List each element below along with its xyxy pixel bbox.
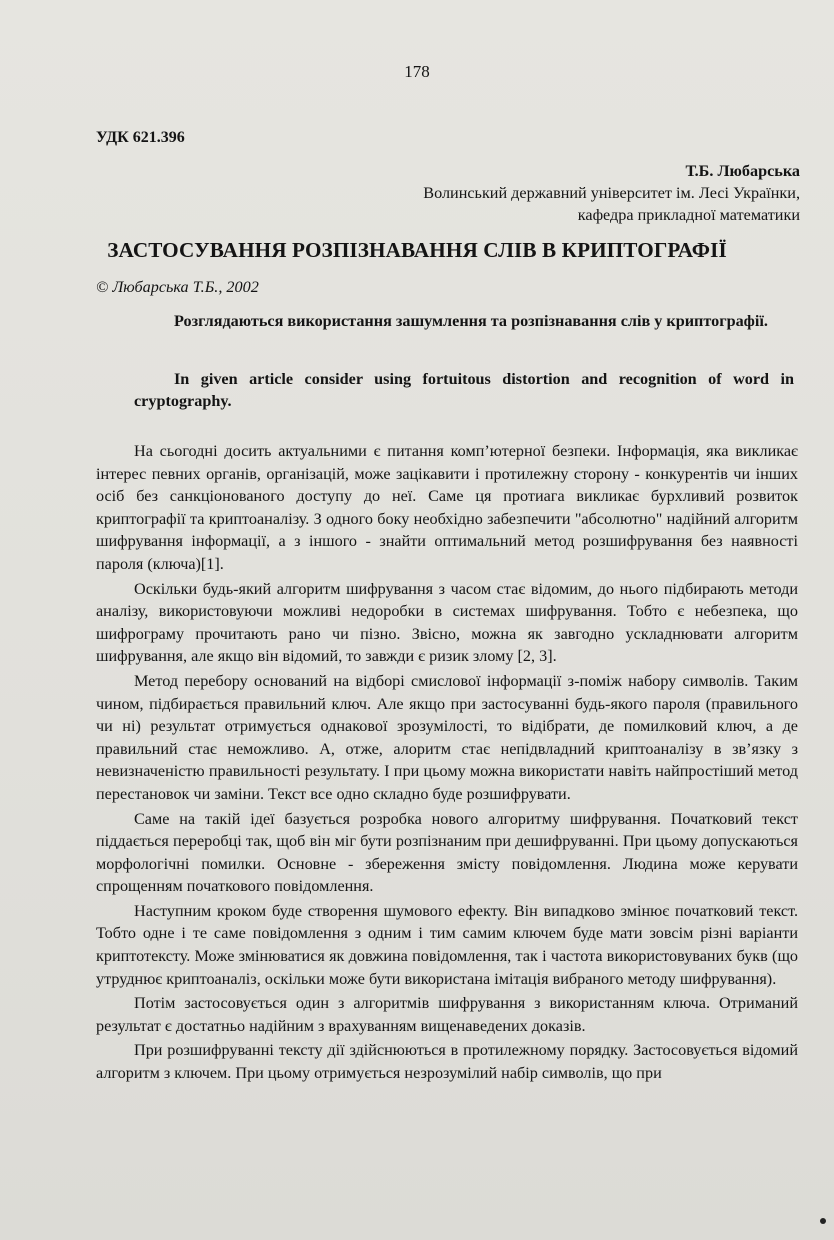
affiliation-line: Волинський державний університет ім. Лесі Українки, [423,184,800,202]
abstract-ukrainian: Розглядаються використання зашумлення та розпізнавання слів у криптографії. [174,312,768,330]
copyright-line: © Любарська Т.Б., 2002 [96,278,259,296]
author-block [423,160,800,226]
udc-code: УДК 621.396 [96,129,185,146]
body-paragraph: Саме на такій ідеї базується розробка нового алгоритму шифрування. Початковий текст піддається переробці так, щоб він міг бути розпізнаним при дешифруванні. При цьому допускаються морфологічні помилки. Основне - збереження змісту повідомлення. Людина може керувати спрощенням початкового повідомлення. [96,809,798,896]
body-paragraph: Наступним кроком буде створення шумового ефекту. Він випадково змінює початковий текст. Тобто одне і те саме повідомлення з одним і тим самим ключем буде мати зовсім різні варіанти криптотексту. Може змінюватися як довжина повідомлення, так і частота використовуваних букв (що утруднює криптоаналіз, оскільки може бути використана імітація вибраного методу шифрування). [96,901,798,988]
affiliation-line: кафедра прикладної математики [577,206,800,224]
body-paragraph: При розшифруванні тексту дії здійснюються в протилежному порядку. Застосовується відомий алгоритм з ключем. При цьому отримується незрозумілий набір символів, що при [96,1041,798,1083]
author-name: Т.Б. Любарська [685,162,800,180]
page-number: 178 [404,62,430,81]
body-paragraph: Метод перебору оснований на відборі смислової інформації з-поміж набору символів. Таким чином, підбирається правильний ключ. Але якщо при застосуванні будь-якого пароля (правильного чи ні) результат отримується однакової зрозумілості, то відібрати, де помилковий ключ, а де правильний стає неможливо. А, отже, алоритм стає непідвладний криптоаналізу в зв’язку з невизначеністю правильності результату. І при цьому можна використати навіть найпростіший метод перестановок чи заміни. Текст все одно складно буде розшифрувати. [96,671,798,803]
body-paragraph: Потім застосовується один з алгоритмів шифрування з використанням ключа. Отриманий результат є достатньо надійним з врахуванням вищенаведених доказів. [96,994,798,1035]
body-paragraph: На сьогодні досить актуальними є питання комп’ютерної безпеки. Інформація, яка викликає інтерес певних органів, організацій, може зацікавити і протилежну сторону - конкурентів чи інших осіб без санкціонованого доступу до неї. Саме ця протиага викликає бурхливий розвиток криптографії та криптоаналізу. З одного боку необхідно забезпечити "абсолютно" надійний алгоритм шифрування інформації, а з іншого - знайти оптимальний метод розшифрування без наявності пароля (ключа)[1]. [96,442,798,573]
article-body [96,440,798,1087]
body-paragraph: Оскільки будь-який алгоритм шифрування з часом стає відомим, до нього підбирають методи аналізу, використовуючи можливі недоробки в системах шифрування. Тобто є небезпека, що шифрограму прочитають рано чи пізно. Звісно, можна як завгодно ускладнювати алгоритм шифрування, але якщо він відомий, то завжди є ризик злому [2, 3]. [96,579,798,666]
article-title: ЗАСТОСУВАННЯ РОЗПІЗНАВАННЯ СЛІВ В КРИПТОГРАФІЇ [107,238,727,262]
abstract-english: In given article consider using fortuitous distortion and recognition of word in cryptography. [134,370,794,410]
scan-dot-mark [820,1218,826,1224]
